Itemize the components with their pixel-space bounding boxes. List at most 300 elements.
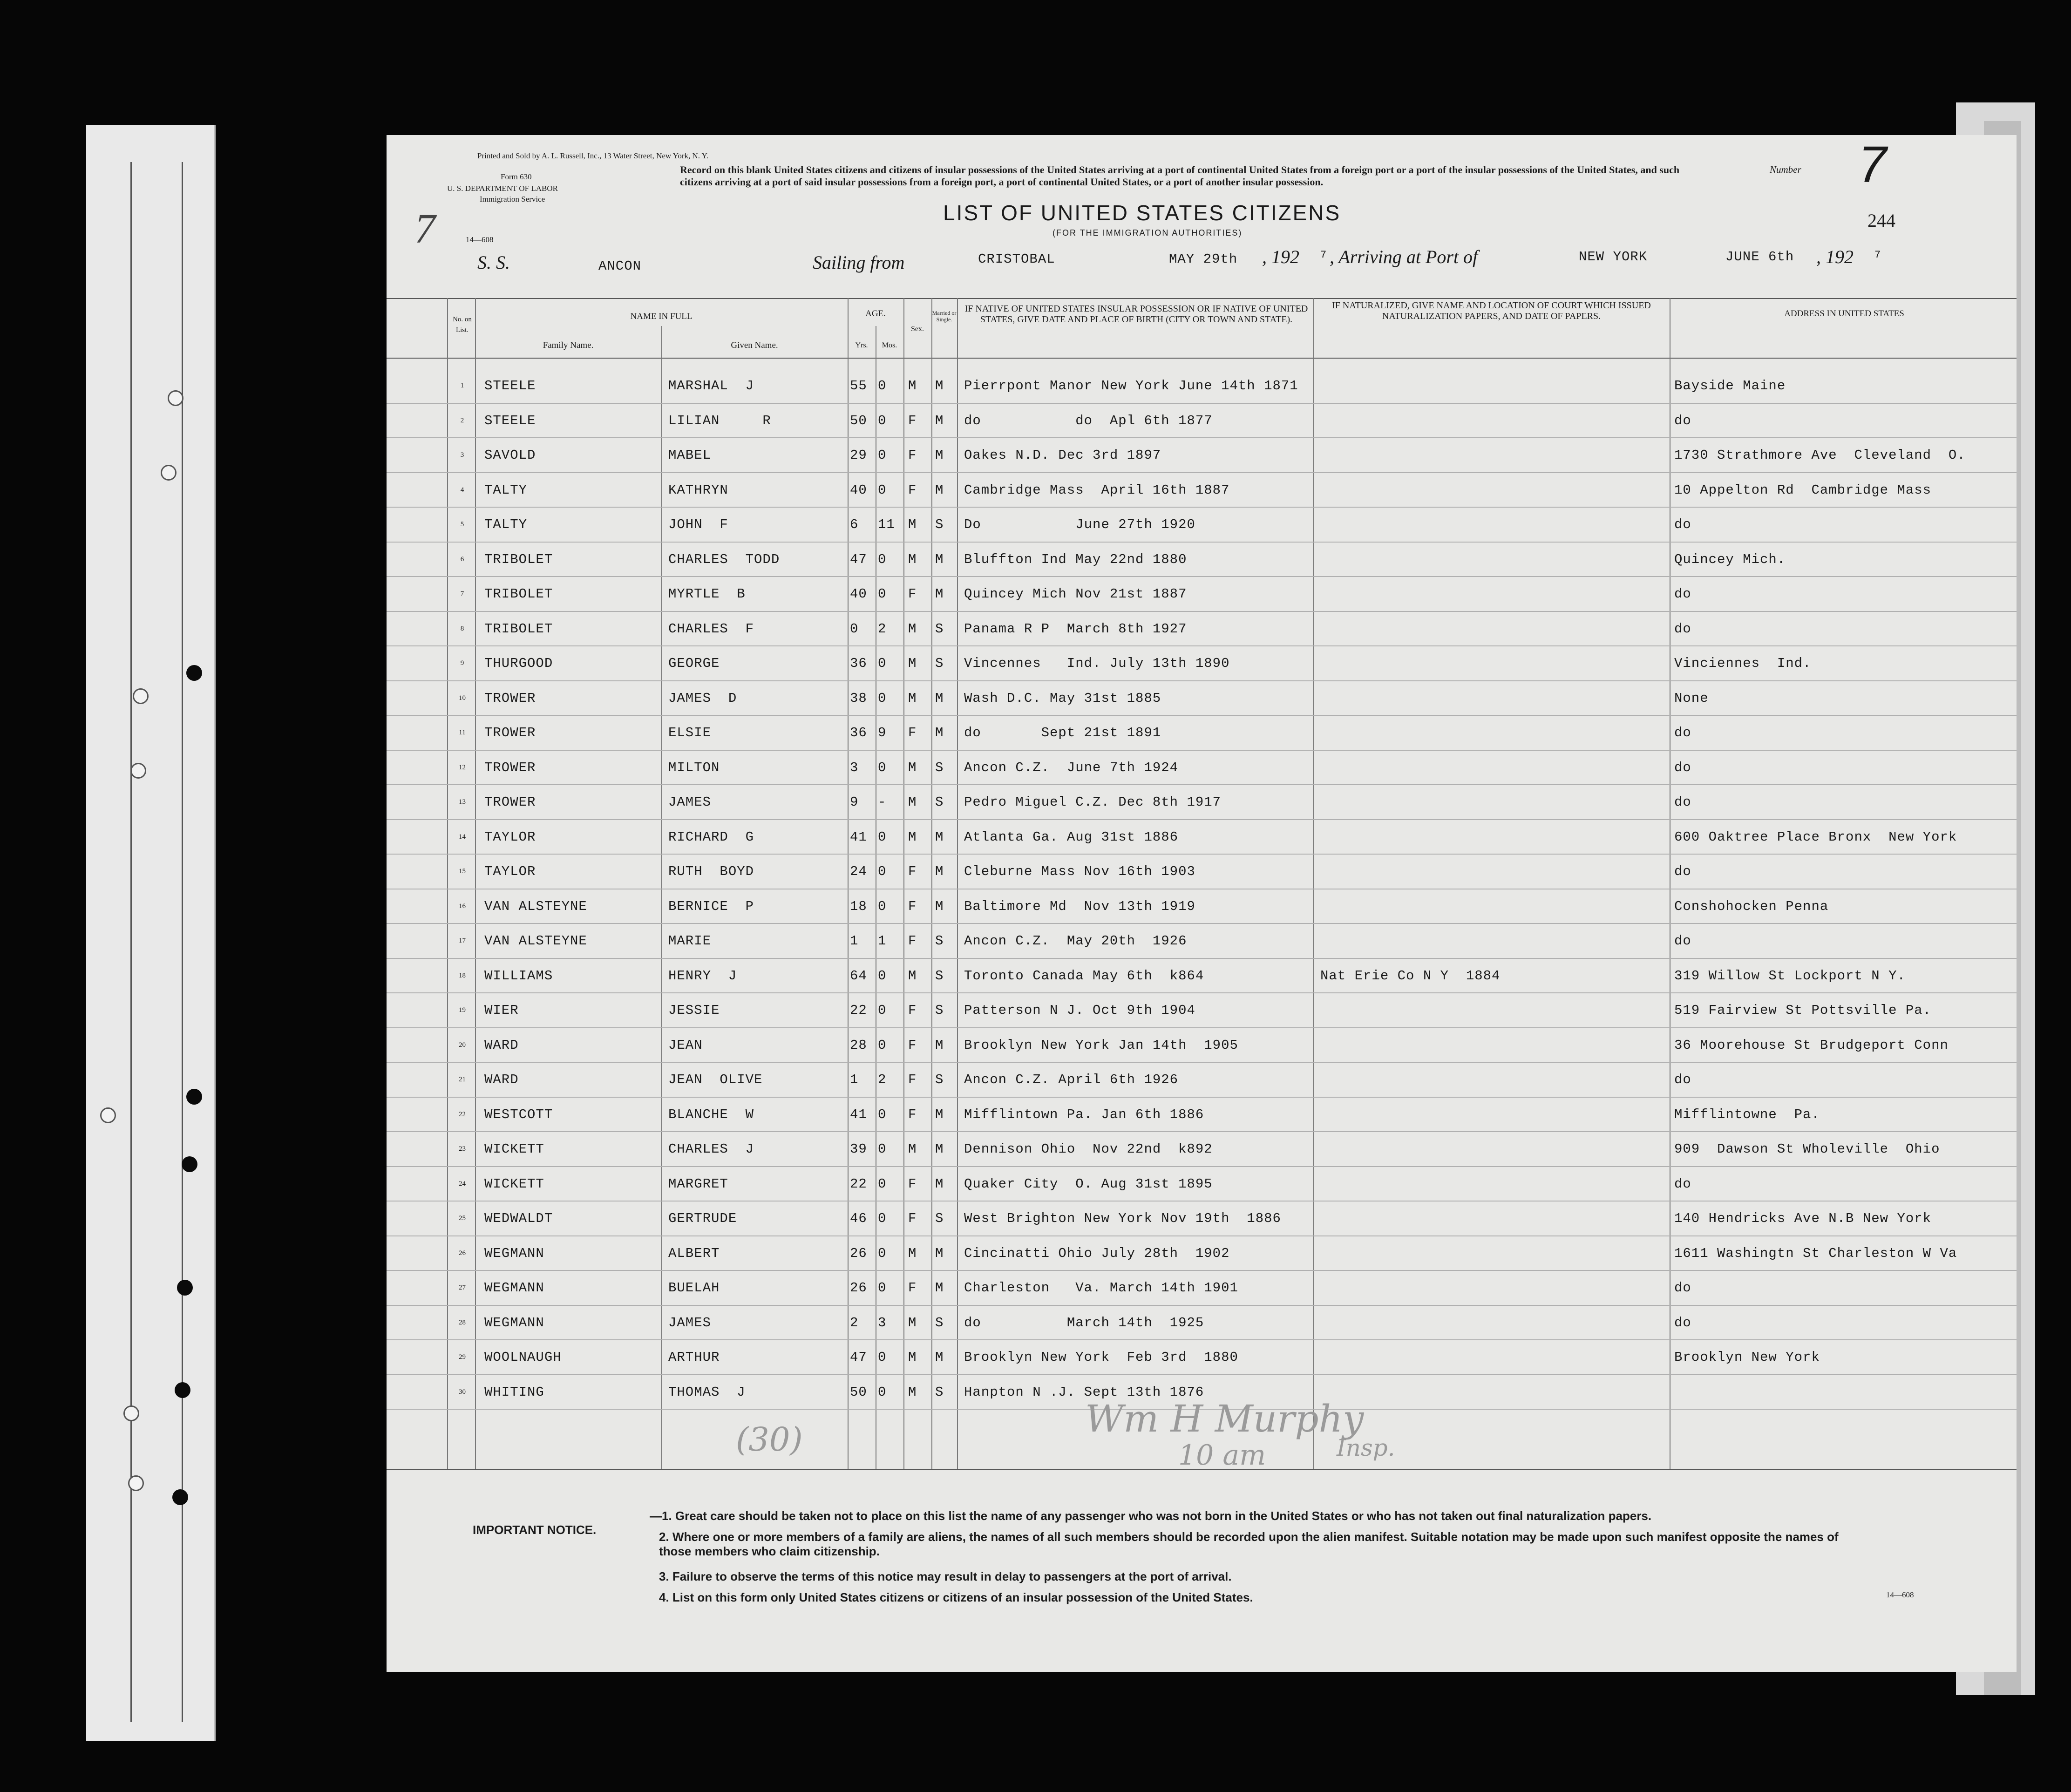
table-header-rule [387, 358, 2017, 359]
cell-given: MARSHAL J [668, 378, 754, 394]
cell-no: 5 [460, 521, 464, 528]
cell-no: 14 [459, 833, 466, 841]
table-row [387, 1305, 2017, 1341]
table-row [387, 958, 2017, 994]
table-top-rule [387, 298, 2017, 299]
cell-ms: S [935, 1211, 944, 1226]
cell-birth: do March 14th 1925 [964, 1315, 1204, 1330]
punch-hole [130, 763, 146, 779]
cell-birth: Brooklyn New York Jan 14th 1905 [964, 1037, 1238, 1053]
cell-given: HENRY J [668, 968, 737, 984]
cell-no: 30 [459, 1388, 466, 1396]
cell-given: KATHRYN [668, 482, 728, 498]
manifest-sheet [387, 135, 2017, 1672]
cell-mos: 0 [878, 413, 887, 428]
page-number: 244 [1867, 210, 1895, 231]
cell-given: MARGRET [668, 1176, 728, 1192]
cell-no: 11 [459, 729, 466, 736]
cell-ms: M [935, 725, 944, 740]
cell-family: WHITING [484, 1384, 544, 1400]
cell-yrs: 55 [850, 378, 867, 394]
cell-family: TAYLOR [484, 829, 536, 845]
cell-sex: M [908, 968, 917, 984]
cell-given: JOHN F [668, 517, 728, 532]
cell-family: WEGMANN [484, 1315, 544, 1330]
cell-given: ARTHUR [668, 1350, 720, 1365]
printer-line: Printed and Sold by A. L. Russell, Inc., 13 Water Street, New York, N. Y. [477, 151, 709, 160]
notice-item-2: 2. Where one or more members of a family are aliens, the names of all such members should be recorded upon the alien manifest. Suitable notation may be made upon such manifest opposite the names of those members who claim citizenship. [659, 1530, 1839, 1558]
cell-mos: 0 [878, 829, 887, 845]
department: U. S. DEPARTMENT OF LABOR [447, 184, 558, 193]
cell-address: do [1674, 933, 1691, 949]
cell-mos: 0 [878, 1003, 887, 1018]
table-row [387, 715, 2017, 751]
form-number: Form 630 [501, 172, 532, 181]
cell-given: CHARLES TODD [668, 551, 780, 567]
header-given-name: Given Name. [731, 340, 778, 350]
cell-yrs: 46 [850, 1211, 867, 1226]
table-row [387, 992, 2017, 1028]
cell-given: JEAN OLIVE [668, 1072, 763, 1087]
cell-yrs: 38 [850, 690, 867, 706]
cell-birth: Wash D.C. May 31st 1885 [964, 690, 1161, 706]
cell-family: TROWER [484, 725, 536, 740]
cell-ms: S [935, 968, 944, 984]
cell-address: do [1674, 413, 1691, 428]
instructions: Record on this blank United States citizens and citizens of insular possessions of the United States arriving at a port of continental United States from a foreign port or a port of the insular possessions of the United States, and such citizens arriving at a port of said insular possessions from a foreign port, a port of continental United States, or a port of another insular possession. [680, 164, 1680, 188]
cell-no: 17 [459, 937, 466, 944]
sailing-port: CRISTOBAL [978, 251, 1055, 267]
cell-given: GERTRUDE [668, 1211, 737, 1226]
cell-no: 23 [459, 1145, 466, 1153]
punch-hole [186, 665, 202, 681]
margin-mark: 7 [414, 206, 435, 252]
cell-sex: M [908, 829, 917, 845]
cell-yrs: 40 [850, 586, 867, 602]
cell-no: 21 [459, 1076, 466, 1083]
cell-given: JESSIE [668, 1003, 720, 1018]
cell-sex: F [908, 1106, 917, 1122]
cell-nat: Nat Erie Co N Y 1884 [1320, 968, 1501, 984]
cell-ms: M [935, 1176, 944, 1192]
table-row [387, 1270, 2017, 1306]
cell-sex: F [908, 1211, 917, 1226]
cell-address: 140 Hendricks Ave N.B New York [1674, 1211, 1932, 1226]
table-row [387, 1027, 2017, 1063]
cell-no: 2 [460, 416, 464, 424]
header-address: ADDRESS IN UNITED STATES [1784, 309, 1904, 319]
cell-address: do [1674, 586, 1691, 602]
cell-address: do [1674, 1315, 1691, 1330]
cell-given: RICHARD G [668, 829, 754, 845]
cell-yrs: 26 [850, 1245, 867, 1261]
table-row [387, 1131, 2017, 1167]
cell-given: JAMES [668, 794, 712, 810]
cell-mos: 9 [878, 725, 887, 740]
cell-no: 8 [460, 624, 464, 632]
table-row [387, 368, 2017, 404]
cell-mos: 0 [878, 968, 887, 984]
cell-mos: 0 [878, 586, 887, 602]
cell-family: TAYLOR [484, 864, 536, 879]
cell-ms: M [935, 1350, 944, 1365]
cell-mos: 0 [878, 1106, 887, 1122]
arriving-label: , Arriving at Port of [1330, 246, 1478, 267]
cell-address: 519 Fairview St Pottsville Pa. [1674, 1003, 1932, 1018]
cell-given: CHARLES F [668, 621, 754, 637]
cell-address: None [1674, 690, 1709, 706]
service: Immigration Service [480, 195, 545, 204]
notice-heading: IMPORTANT NOTICE. [473, 1523, 597, 1537]
cell-ms: M [935, 690, 944, 706]
cell-birth: Panama R P March 8th 1927 [964, 621, 1187, 637]
cell-no: 18 [459, 971, 466, 979]
cell-given: ELSIE [668, 725, 712, 740]
cell-ms: S [935, 794, 944, 810]
cell-ms: S [935, 1072, 944, 1087]
cell-yrs: 50 [850, 1384, 867, 1400]
cell-mos: 0 [878, 1384, 887, 1400]
cell-sex: M [908, 551, 917, 567]
cell-ms: M [935, 448, 944, 463]
cell-address: 1611 Washingtn St Charleston W Va [1674, 1245, 1957, 1261]
arrival-date: JUNE 6th [1725, 249, 1794, 265]
table-row [387, 437, 2017, 473]
cell-no: 6 [460, 555, 464, 563]
cell-birth: Ancon C.Z. May 20th 1926 [964, 933, 1187, 949]
cell-family: WESTCOTT [484, 1106, 553, 1122]
cell-address: do [1674, 725, 1691, 740]
cell-yrs: 24 [850, 864, 867, 879]
cell-birth: Do June 27th 1920 [964, 517, 1195, 532]
cell-ms: S [935, 621, 944, 637]
header-married-single: Married or Single. [932, 310, 957, 323]
cell-sex: F [908, 482, 917, 498]
sailing-label: Sailing from [813, 252, 905, 273]
sailing-year-digit: 7 [1320, 249, 1327, 261]
cell-family: STEELE [484, 378, 536, 394]
table-row [387, 889, 2017, 924]
cell-birth: Toronto Canada May 6th k864 [964, 968, 1204, 984]
cell-yrs: 0 [850, 621, 859, 637]
cell-family: WEGMANN [484, 1280, 544, 1296]
cell-yrs: 26 [850, 1280, 867, 1296]
cell-birth: Dennison Ohio Nov 22nd k892 [964, 1141, 1213, 1157]
cell-ms: M [935, 1037, 944, 1053]
inspector-title: Insp. [1337, 1434, 1395, 1461]
cell-no: 25 [459, 1215, 466, 1222]
notice-item-4: 4. List on this form only United States citizens or citizens of an insular possession of the United States. [659, 1590, 1253, 1604]
cell-given: BUELAH [668, 1280, 720, 1296]
header-age: AGE. [865, 309, 886, 319]
notice-item-3: 3. Failure to observe the terms of this notice may result in delay to passengers at the port of arrival. [659, 1569, 1232, 1583]
table-row [387, 645, 2017, 681]
cell-no: 20 [459, 1041, 466, 1049]
cell-no: 4 [460, 486, 464, 494]
header-mos: Mos. [882, 341, 897, 349]
header-birth: IF NATIVE OF UNITED STATES INSULAR POSSESSION OR IF NATIVE OF UNITED STATES, GIVE DATE AND PLACE OF BIRTH (CITY OR TOWN AND STATE). [964, 304, 1308, 325]
cell-sex: F [908, 1280, 917, 1296]
header-name-in-full: NAME IN FULL [630, 312, 693, 321]
cell-yrs: 28 [850, 1037, 867, 1053]
punch-hole [172, 1489, 188, 1505]
cell-given: MABEL [668, 448, 712, 463]
cell-given: MARIE [668, 933, 712, 949]
cell-mos: 0 [878, 1350, 887, 1365]
cell-yrs: 22 [850, 1003, 867, 1018]
punch-hole [168, 390, 183, 406]
notice-item-1: —1. Great care should be taken not to place on this list the name of any passenger who was not born in the United States or who has not taken out final naturalization papers. [650, 1509, 1652, 1523]
cell-sex: F [908, 898, 917, 914]
cell-yrs: 29 [850, 448, 867, 463]
cell-sex: M [908, 621, 917, 637]
signature-time: 10 am [1178, 1439, 1266, 1472]
cell-ms: M [935, 413, 944, 428]
table-row [387, 750, 2017, 786]
cell-mos: 2 [878, 621, 887, 637]
cell-mos: 0 [878, 551, 887, 567]
ss-label: S. S. [477, 252, 510, 273]
form-title: LIST OF UNITED STATES CITIZENS [943, 201, 1341, 225]
cell-yrs: 50 [850, 413, 867, 428]
cell-yrs: 3 [850, 760, 859, 775]
cell-birth: Pedro Miguel C.Z. Dec 8th 1917 [964, 794, 1222, 810]
punch-hole [128, 1475, 144, 1491]
cell-family: WICKETT [484, 1176, 544, 1192]
cell-yrs: 6 [850, 517, 859, 532]
cell-address: do [1674, 1072, 1691, 1087]
cell-address: 319 Willow St Lockport N Y. [1674, 968, 1906, 984]
cell-mos: 0 [878, 690, 887, 706]
number-label: Number [1770, 164, 1801, 175]
table-row [387, 1201, 2017, 1236]
cell-address: Brooklyn New York [1674, 1350, 1820, 1365]
cell-address: do [1674, 621, 1691, 637]
cell-birth: Vincennes Ind. July 13th 1890 [964, 656, 1230, 671]
sailing-year-prefix: , 192 [1262, 246, 1299, 267]
cell-birth: Hanpton N .J. Sept 13th 1876 [964, 1384, 1204, 1400]
cell-birth: Ancon C.Z. June 7th 1924 [964, 760, 1179, 775]
cell-birth: Charleston Va. March 14th 1901 [964, 1280, 1238, 1296]
count-note: (30) [736, 1420, 803, 1459]
cell-no: 19 [459, 1006, 466, 1014]
punch-hole [182, 1156, 197, 1172]
cell-yrs: 40 [850, 482, 867, 498]
cell-family: THURGOOD [484, 656, 553, 671]
cell-family: WIER [484, 1003, 519, 1018]
cell-sex: M [908, 1350, 917, 1365]
cell-no: 28 [459, 1318, 466, 1326]
cell-mos: 0 [878, 656, 887, 671]
punch-hole [175, 1382, 190, 1398]
cell-family: TALTY [484, 517, 528, 532]
cell-no: 10 [459, 694, 466, 702]
cell-no: 1 [460, 382, 464, 389]
sailing-date: MAY 29th [1169, 251, 1238, 267]
table-row [387, 576, 2017, 612]
cell-mos: 0 [878, 448, 887, 463]
cell-sex: M [908, 517, 917, 532]
cell-sex: M [908, 656, 917, 671]
table-row [387, 507, 2017, 543]
cell-birth: do Sept 21st 1891 [964, 725, 1161, 740]
cell-address: Conshohocken Penna [1674, 898, 1829, 914]
cell-ms: M [935, 482, 944, 498]
cell-no: 12 [459, 763, 466, 771]
cell-yrs: 36 [850, 656, 867, 671]
cell-address: Mifflintowne Pa. [1674, 1106, 1820, 1122]
arrival-year-prefix: , 192 [1816, 246, 1854, 267]
cell-family: WARD [484, 1037, 519, 1053]
cell-ms: S [935, 933, 944, 949]
table-row [387, 1062, 2017, 1098]
cell-mos: 0 [878, 1211, 887, 1226]
cell-mos: 0 [878, 760, 887, 775]
bottom-code: 14—608 [1886, 1590, 1914, 1599]
cell-given: BERNICE P [668, 898, 754, 914]
punch-hole [100, 1107, 116, 1123]
cell-birth: Mifflintown Pa. Jan 6th 1886 [964, 1106, 1204, 1122]
punch-hole [161, 465, 177, 481]
cell-ms: S [935, 1384, 944, 1400]
cell-yrs: 1 [850, 933, 859, 949]
header-naturalized: IF NATURALIZED, GIVE NAME AND LOCATION OF COURT WHICH ISSUED NATURALIZATION PAPERS, AND DATE OF PAPERS. [1332, 300, 1651, 321]
cell-no: 9 [460, 659, 464, 667]
cell-birth: Bluffton Ind May 22nd 1880 [964, 551, 1187, 567]
cell-birth: Patterson N J. Oct 9th 1904 [964, 1003, 1195, 1018]
ship-name: ANCON [598, 258, 642, 274]
cell-yrs: 1 [850, 1072, 859, 1087]
cell-address: 10 Appelton Rd Cambridge Mass [1674, 482, 1932, 498]
cell-address: 909 Dawson St Wholeville Ohio [1674, 1141, 1940, 1157]
table-row [387, 1166, 2017, 1202]
cell-mos: 0 [878, 898, 887, 914]
cell-sex: M [908, 690, 917, 706]
cell-mos: 0 [878, 1176, 887, 1192]
table-row [387, 784, 2017, 820]
cell-mos: 2 [878, 1072, 887, 1087]
cell-family: WOOLNAUGH [484, 1350, 562, 1365]
cell-sex: F [908, 448, 917, 463]
table-row [387, 472, 2017, 508]
cell-birth: Atlanta Ga. Aug 31st 1886 [964, 829, 1179, 845]
cell-ms: M [935, 829, 944, 845]
cell-ms: S [935, 760, 944, 775]
cell-yrs: 22 [850, 1176, 867, 1192]
cell-given: CHARLES J [668, 1141, 754, 1157]
cell-given: ALBERT [668, 1245, 720, 1261]
table-row [387, 1097, 2017, 1133]
cell-birth: Pierrpont Manor New York June 14th 1871 [964, 378, 1298, 394]
cell-family: WEGMANN [484, 1245, 544, 1261]
cell-sex: F [908, 725, 917, 740]
cell-yrs: 9 [850, 794, 859, 810]
cell-no: 24 [459, 1180, 466, 1188]
inspector-signature: Wm H Murphy [1085, 1397, 1364, 1440]
cell-given: JEAN [668, 1037, 703, 1053]
cell-birth: Cincinatti Ohio July 28th 1902 [964, 1245, 1230, 1261]
form-subtitle: (FOR THE IMMIGRATION AUTHORITIES) [1052, 228, 1243, 238]
cell-family: VAN ALSTEYNE [484, 898, 587, 914]
filing-strip [86, 125, 216, 1741]
cell-sex: M [908, 1245, 917, 1261]
cell-mos: 1 [878, 933, 887, 949]
cell-sex: M [908, 760, 917, 775]
cell-family: TRIBOLET [484, 551, 553, 567]
cell-no: 15 [459, 868, 466, 875]
cell-mos: 0 [878, 1245, 887, 1261]
cell-mos: 0 [878, 864, 887, 879]
cell-family: TRIBOLET [484, 586, 553, 602]
cell-address: 36 Moorehouse St Brudgeport Conn [1674, 1037, 1949, 1053]
cell-mos: 0 [878, 378, 887, 394]
cell-mos: 0 [878, 1037, 887, 1053]
cell-address: 600 Oaktree Place Bronx New York [1674, 829, 1957, 845]
cell-family: WEDWALDT [484, 1211, 553, 1226]
cell-address: do [1674, 760, 1691, 775]
cell-given: BLANCHE W [668, 1106, 754, 1122]
cell-ms: S [935, 656, 944, 671]
cell-family: TRIBOLET [484, 621, 553, 637]
punch-hole [133, 688, 149, 704]
cell-sex: M [908, 794, 917, 810]
table-row [387, 1235, 2017, 1271]
cell-given: THOMAS J [668, 1384, 746, 1400]
cell-address: do [1674, 517, 1691, 532]
table-row [387, 680, 2017, 716]
cell-sex: F [908, 1037, 917, 1053]
punch-hole [177, 1280, 193, 1296]
cell-ms: S [935, 1315, 944, 1330]
cell-mos: 3 [878, 1315, 887, 1330]
cell-yrs: 39 [850, 1141, 867, 1157]
table-row [387, 819, 2017, 855]
cell-birth: Quincey Mich Nov 21st 1887 [964, 586, 1187, 602]
cell-yrs: 47 [850, 1350, 867, 1365]
cell-birth: Cambridge Mass April 16th 1887 [964, 482, 1230, 498]
cell-sex: F [908, 1003, 917, 1018]
cell-yrs: 2 [850, 1315, 859, 1330]
cell-ms: M [935, 1245, 944, 1261]
cell-birth: Quaker City O. Aug 31st 1895 [964, 1176, 1213, 1192]
cell-no: 7 [460, 590, 464, 597]
table-row [387, 854, 2017, 889]
cell-given: MILTON [668, 760, 720, 775]
arrival-year-digit: 7 [1874, 249, 1881, 261]
cell-ms: M [935, 1106, 944, 1122]
cell-yrs: 64 [850, 968, 867, 984]
cell-yrs: 47 [850, 551, 867, 567]
table-row [387, 403, 2017, 439]
cell-mos: 0 [878, 1280, 887, 1296]
cell-sex: F [908, 586, 917, 602]
cell-birth: Oakes N.D. Dec 3rd 1897 [964, 448, 1161, 463]
header-no-on-list: No. on List. [453, 316, 472, 334]
cell-given: GEORGE [668, 656, 720, 671]
cell-address: do [1674, 794, 1691, 810]
cell-sex: M [908, 1315, 917, 1330]
cell-ms: M [935, 1141, 944, 1157]
cell-family: VAN ALSTEYNE [484, 933, 587, 949]
cell-address: do [1674, 1280, 1691, 1296]
cell-address: do [1674, 864, 1691, 879]
cell-ms: M [935, 551, 944, 567]
punch-hole [186, 1089, 202, 1105]
cell-no: 29 [459, 1353, 466, 1361]
cell-family: TALTY [484, 482, 528, 498]
table-row [387, 611, 2017, 647]
cell-family: WICKETT [484, 1141, 544, 1157]
